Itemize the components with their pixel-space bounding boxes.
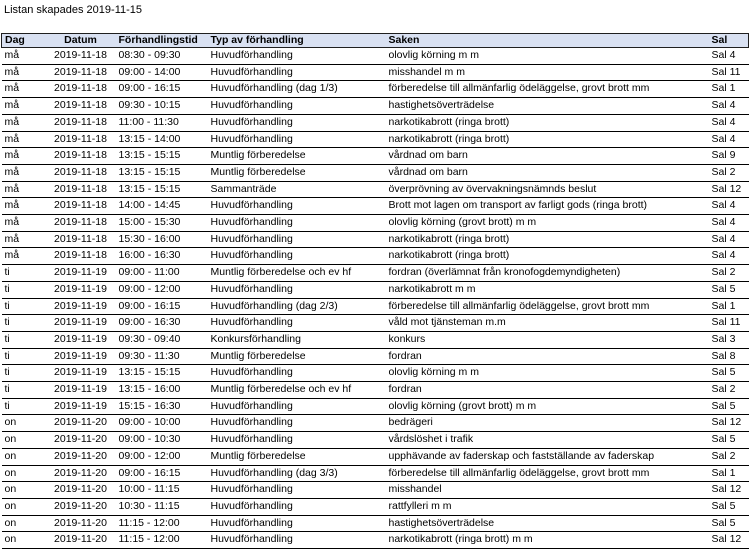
cell-datum: 2019-11-19 bbox=[46, 348, 116, 365]
cell-dag: må bbox=[2, 114, 46, 131]
cell-dag: ti bbox=[2, 331, 46, 348]
table-row bbox=[2, 215, 749, 232]
cell-typ: Muntlig förberedelse och ev hf bbox=[208, 382, 386, 399]
cell-typ: Muntlig förberedelse bbox=[208, 448, 386, 465]
cell-sal: Sal 4 bbox=[709, 248, 749, 265]
cell-typ: Huvudförhandling bbox=[208, 482, 386, 499]
cell-tid: 09:00 - 10:00 bbox=[116, 415, 208, 432]
cell-datum: 2019-11-18 bbox=[46, 64, 116, 81]
cell-tid: 11:00 - 11:30 bbox=[116, 114, 208, 131]
cell-saken: misshandel m m bbox=[386, 64, 709, 81]
cell-dag: må bbox=[2, 64, 46, 81]
cell-sal: Sal 11 bbox=[709, 315, 749, 332]
column-header-dag: Dag bbox=[2, 34, 46, 48]
cell-dag: må bbox=[2, 98, 46, 115]
cell-datum: 2019-11-20 bbox=[46, 515, 116, 532]
cell-tid: 16:00 - 16:30 bbox=[116, 248, 208, 265]
cell-sal: Sal 5 bbox=[709, 432, 749, 449]
table-row bbox=[2, 432, 749, 449]
cell-typ: Huvudförhandling bbox=[208, 48, 386, 65]
cell-saken: narkotikabrott (ringa brott) m m bbox=[386, 532, 709, 549]
cell-typ: Huvudförhandling bbox=[208, 198, 386, 215]
cell-datum: 2019-11-18 bbox=[46, 98, 116, 115]
cell-saken: olovlig körning (grovt brott) m m bbox=[386, 215, 709, 232]
cell-sal: Sal 4 bbox=[709, 98, 749, 115]
cell-dag: ti bbox=[2, 348, 46, 365]
cell-dag: må bbox=[2, 231, 46, 248]
cell-sal: Sal 5 bbox=[709, 365, 749, 382]
cell-saken: olovlig körning (grovt brott) m m bbox=[386, 398, 709, 415]
table-row bbox=[2, 398, 749, 415]
cell-typ: Huvudförhandling bbox=[208, 532, 386, 549]
cell-saken: hastighetsöverträdelse bbox=[386, 515, 709, 532]
table-row bbox=[2, 148, 749, 165]
cell-datum: 2019-11-18 bbox=[46, 81, 116, 98]
cell-datum: 2019-11-19 bbox=[46, 331, 116, 348]
cell-sal: Sal 12 bbox=[709, 532, 749, 549]
cell-typ: Huvudförhandling (dag 2/3) bbox=[208, 298, 386, 315]
cell-sal: Sal 5 bbox=[709, 281, 749, 298]
cell-sal: Sal 5 bbox=[709, 398, 749, 415]
cell-dag: må bbox=[2, 198, 46, 215]
cell-tid: 15:00 - 15:30 bbox=[116, 215, 208, 232]
cell-saken: konkurs bbox=[386, 331, 709, 348]
cell-sal: Sal 4 bbox=[709, 114, 749, 131]
cell-datum: 2019-11-19 bbox=[46, 398, 116, 415]
cell-tid: 09:30 - 09:40 bbox=[116, 331, 208, 348]
cell-datum: 2019-11-20 bbox=[46, 465, 116, 482]
cell-dag: må bbox=[2, 181, 46, 198]
cell-saken: fordran (överlämnat från kronofogdemyndigheten) bbox=[386, 265, 709, 282]
cell-datum: 2019-11-18 bbox=[46, 148, 116, 165]
cell-tid: 09:00 - 16:30 bbox=[116, 315, 208, 332]
table-row bbox=[2, 81, 749, 98]
cell-sal: Sal 12 bbox=[709, 415, 749, 432]
cell-dag: må bbox=[2, 48, 46, 65]
cell-typ: Huvudförhandling (dag 3/3) bbox=[208, 465, 386, 482]
cell-saken: fordran bbox=[386, 348, 709, 365]
cell-dag: må bbox=[2, 81, 46, 98]
cell-dag: ti bbox=[2, 315, 46, 332]
cell-tid: 11:15 - 12:00 bbox=[116, 515, 208, 532]
table-row bbox=[2, 515, 749, 532]
cell-saken: Brott mot lagen om transport av farligt gods (ringa brott) bbox=[386, 198, 709, 215]
cell-sal: Sal 12 bbox=[709, 482, 749, 499]
cell-sal: Sal 9 bbox=[709, 148, 749, 165]
table-row bbox=[2, 382, 749, 399]
cell-dag: må bbox=[2, 164, 46, 181]
table-row bbox=[2, 198, 749, 215]
cell-tid: 15:15 - 16:30 bbox=[116, 398, 208, 415]
cell-typ: Muntlig förberedelse bbox=[208, 164, 386, 181]
column-header-datum: Datum bbox=[46, 34, 116, 48]
cell-datum: 2019-11-20 bbox=[46, 498, 116, 515]
table-row bbox=[2, 348, 749, 365]
cell-tid: 09:30 - 11:30 bbox=[116, 348, 208, 365]
table-row bbox=[2, 114, 749, 131]
cell-dag: ti bbox=[2, 365, 46, 382]
cell-typ: Huvudförhandling (dag 1/3) bbox=[208, 81, 386, 98]
cell-dag: ti bbox=[2, 298, 46, 315]
cell-saken: våld mot tjänsteman m.m bbox=[386, 315, 709, 332]
cell-dag: må bbox=[2, 248, 46, 265]
table-row bbox=[2, 448, 749, 465]
cell-tid: 09:00 - 16:15 bbox=[116, 298, 208, 315]
table-row bbox=[2, 532, 749, 549]
cell-saken: hastighetsöverträdelse bbox=[386, 98, 709, 115]
cell-typ: Huvudförhandling bbox=[208, 498, 386, 515]
cell-saken: vårdnad om barn bbox=[386, 164, 709, 181]
cell-tid: 09:00 - 11:00 bbox=[116, 265, 208, 282]
table-row bbox=[2, 248, 749, 265]
table-row bbox=[2, 265, 749, 282]
cell-dag: on bbox=[2, 498, 46, 515]
cell-typ: Huvudförhandling bbox=[208, 64, 386, 81]
cell-saken: förberedelse till allmänfarlig ödeläggelse, grovt brott mm bbox=[386, 298, 709, 315]
cell-typ: Konkursförhandling bbox=[208, 331, 386, 348]
cell-typ: Huvudförhandling bbox=[208, 215, 386, 232]
cell-dag: on bbox=[2, 415, 46, 432]
cell-dag: on bbox=[2, 532, 46, 549]
table-row bbox=[2, 498, 749, 515]
cell-dag: ti bbox=[2, 398, 46, 415]
cell-typ: Huvudförhandling bbox=[208, 231, 386, 248]
table-header bbox=[2, 34, 749, 48]
table-row bbox=[2, 48, 749, 65]
cell-typ: Muntlig förberedelse och ev hf bbox=[208, 265, 386, 282]
table-row bbox=[2, 331, 749, 348]
cell-dag: on bbox=[2, 515, 46, 532]
cell-typ: Huvudförhandling bbox=[208, 432, 386, 449]
cell-saken: narkotikabrott (ringa brott) bbox=[386, 114, 709, 131]
table-row bbox=[2, 298, 749, 315]
cell-datum: 2019-11-20 bbox=[46, 532, 116, 549]
table-row bbox=[2, 415, 749, 432]
cell-datum: 2019-11-19 bbox=[46, 365, 116, 382]
cell-datum: 2019-11-19 bbox=[46, 298, 116, 315]
table-row bbox=[2, 64, 749, 81]
cell-sal: Sal 4 bbox=[709, 131, 749, 148]
cell-saken: olovlig körning m m bbox=[386, 365, 709, 382]
cell-typ: Huvudförhandling bbox=[208, 98, 386, 115]
cell-datum: 2019-11-18 bbox=[46, 131, 116, 148]
cell-tid: 09:00 - 16:15 bbox=[116, 81, 208, 98]
cell-sal: Sal 4 bbox=[709, 48, 749, 65]
table-row bbox=[2, 181, 749, 198]
list-created-title: Listan skapades 2019-11-15 bbox=[4, 4, 143, 16]
cell-saken: narkotikabrott (ringa brott) bbox=[386, 231, 709, 248]
cell-datum: 2019-11-19 bbox=[46, 315, 116, 332]
cell-sal: Sal 5 bbox=[709, 515, 749, 532]
cell-saken: förberedelse till allmänfarlig ödeläggelse, grovt brott mm bbox=[386, 465, 709, 482]
cell-dag: ti bbox=[2, 265, 46, 282]
cell-saken: narkotikabrott (ringa brott) bbox=[386, 248, 709, 265]
cell-sal: Sal 8 bbox=[709, 348, 749, 365]
cell-tid: 15:30 - 16:00 bbox=[116, 231, 208, 248]
cell-dag: on bbox=[2, 448, 46, 465]
table-row bbox=[2, 315, 749, 332]
cell-tid: 11:15 - 12:00 bbox=[116, 532, 208, 549]
column-header-sal: Sal bbox=[709, 34, 749, 48]
cell-saken: rattfylleri m m bbox=[386, 498, 709, 515]
cell-tid: 09:00 - 14:00 bbox=[116, 64, 208, 81]
cell-tid: 09:00 - 16:15 bbox=[116, 465, 208, 482]
cell-sal: Sal 12 bbox=[709, 181, 749, 198]
cell-sal: Sal 1 bbox=[709, 298, 749, 315]
cell-tid: 13:15 - 15:15 bbox=[116, 181, 208, 198]
cell-saken: bedrägeri bbox=[386, 415, 709, 432]
cell-dag: on bbox=[2, 432, 46, 449]
cell-tid: 09:00 - 12:00 bbox=[116, 448, 208, 465]
cell-saken: narkotikabrott m m bbox=[386, 281, 709, 298]
cell-sal: Sal 1 bbox=[709, 81, 749, 98]
cell-sal: Sal 2 bbox=[709, 382, 749, 399]
cell-datum: 2019-11-18 bbox=[46, 198, 116, 215]
cell-sal: Sal 1 bbox=[709, 465, 749, 482]
cell-sal: Sal 5 bbox=[709, 498, 749, 515]
column-header-saken: Saken bbox=[386, 34, 709, 48]
cell-typ: Muntlig förberedelse bbox=[208, 348, 386, 365]
cell-typ: Huvudförhandling bbox=[208, 315, 386, 332]
cell-typ: Huvudförhandling bbox=[208, 365, 386, 382]
cell-saken: upphävande av faderskap och fastställande av faderskap bbox=[386, 448, 709, 465]
cell-saken: överprövning av övervakningsnämnds beslut bbox=[386, 181, 709, 198]
cell-datum: 2019-11-18 bbox=[46, 114, 116, 131]
cell-saken: olovlig körning m m bbox=[386, 48, 709, 65]
cell-tid: 13:15 - 15:15 bbox=[116, 365, 208, 382]
cell-tid: 13:15 - 15:15 bbox=[116, 148, 208, 165]
cell-datum: 2019-11-20 bbox=[46, 432, 116, 449]
cell-tid: 13:15 - 14:00 bbox=[116, 131, 208, 148]
cell-typ: Huvudförhandling bbox=[208, 114, 386, 131]
cell-typ: Huvudförhandling bbox=[208, 281, 386, 298]
cell-dag: on bbox=[2, 465, 46, 482]
table-row bbox=[2, 164, 749, 181]
cell-tid: 10:30 - 11:15 bbox=[116, 498, 208, 515]
cell-dag: ti bbox=[2, 281, 46, 298]
cell-datum: 2019-11-19 bbox=[46, 382, 116, 399]
table-row bbox=[2, 281, 749, 298]
cell-datum: 2019-11-20 bbox=[46, 482, 116, 499]
cell-sal: Sal 4 bbox=[709, 198, 749, 215]
cell-sal: Sal 2 bbox=[709, 265, 749, 282]
cell-typ: Huvudförhandling bbox=[208, 398, 386, 415]
cell-datum: 2019-11-18 bbox=[46, 164, 116, 181]
cell-datum: 2019-11-18 bbox=[46, 231, 116, 248]
cell-tid: 08:30 - 09:30 bbox=[116, 48, 208, 65]
cell-tid: 09:30 - 10:15 bbox=[116, 98, 208, 115]
table-body bbox=[2, 48, 749, 549]
cell-dag: on bbox=[2, 482, 46, 499]
cell-dag: må bbox=[2, 215, 46, 232]
cell-tid: 14:00 - 14:45 bbox=[116, 198, 208, 215]
column-header-typ: Typ av förhandling bbox=[208, 34, 386, 48]
cell-dag: ti bbox=[2, 382, 46, 399]
cell-sal: Sal 11 bbox=[709, 64, 749, 81]
cell-saken: vårdslöshet i trafik bbox=[386, 432, 709, 449]
cell-sal: Sal 4 bbox=[709, 231, 749, 248]
cell-sal: Sal 3 bbox=[709, 331, 749, 348]
cell-saken: misshandel bbox=[386, 482, 709, 499]
hearings-table-container bbox=[1, 33, 748, 549]
table-row bbox=[2, 131, 749, 148]
cell-saken: narkotikabrott (ringa brott) bbox=[386, 131, 709, 148]
header-row bbox=[2, 34, 749, 48]
cell-sal: Sal 4 bbox=[709, 215, 749, 232]
table-row bbox=[2, 365, 749, 382]
cell-tid: 13:15 - 15:15 bbox=[116, 164, 208, 181]
cell-datum: 2019-11-18 bbox=[46, 248, 116, 265]
cell-saken: vårdnad om barn bbox=[386, 148, 709, 165]
cell-datum: 2019-11-18 bbox=[46, 215, 116, 232]
cell-datum: 2019-11-18 bbox=[46, 181, 116, 198]
cell-typ: Huvudförhandling bbox=[208, 131, 386, 148]
cell-typ: Huvudförhandling bbox=[208, 248, 386, 265]
cell-datum: 2019-11-19 bbox=[46, 281, 116, 298]
cell-typ: Huvudförhandling bbox=[208, 515, 386, 532]
cell-tid: 09:00 - 10:30 bbox=[116, 432, 208, 449]
table-row bbox=[2, 465, 749, 482]
cell-dag: må bbox=[2, 131, 46, 148]
cell-tid: 09:00 - 12:00 bbox=[116, 281, 208, 298]
cell-saken: fordran bbox=[386, 382, 709, 399]
hearings-table bbox=[1, 33, 749, 549]
cell-sal: Sal 2 bbox=[709, 448, 749, 465]
table-row bbox=[2, 98, 749, 115]
cell-typ: Huvudförhandling bbox=[208, 415, 386, 432]
cell-datum: 2019-11-20 bbox=[46, 415, 116, 432]
cell-typ: Sammanträde bbox=[208, 181, 386, 198]
cell-saken: förberedelse till allmänfarlig ödeläggelse, grovt brott mm bbox=[386, 81, 709, 98]
cell-datum: 2019-11-19 bbox=[46, 265, 116, 282]
column-header-forhandlingstid: Förhandlingstid bbox=[116, 34, 208, 48]
cell-typ: Muntlig förberedelse bbox=[208, 148, 386, 165]
cell-datum: 2019-11-20 bbox=[46, 448, 116, 465]
table-row bbox=[2, 482, 749, 499]
cell-sal: Sal 2 bbox=[709, 164, 749, 181]
cell-datum: 2019-11-18 bbox=[46, 48, 116, 65]
cell-tid: 10:00 - 11:15 bbox=[116, 482, 208, 499]
cell-dag: må bbox=[2, 148, 46, 165]
table-row bbox=[2, 231, 749, 248]
cell-tid: 13:15 - 16:00 bbox=[116, 382, 208, 399]
